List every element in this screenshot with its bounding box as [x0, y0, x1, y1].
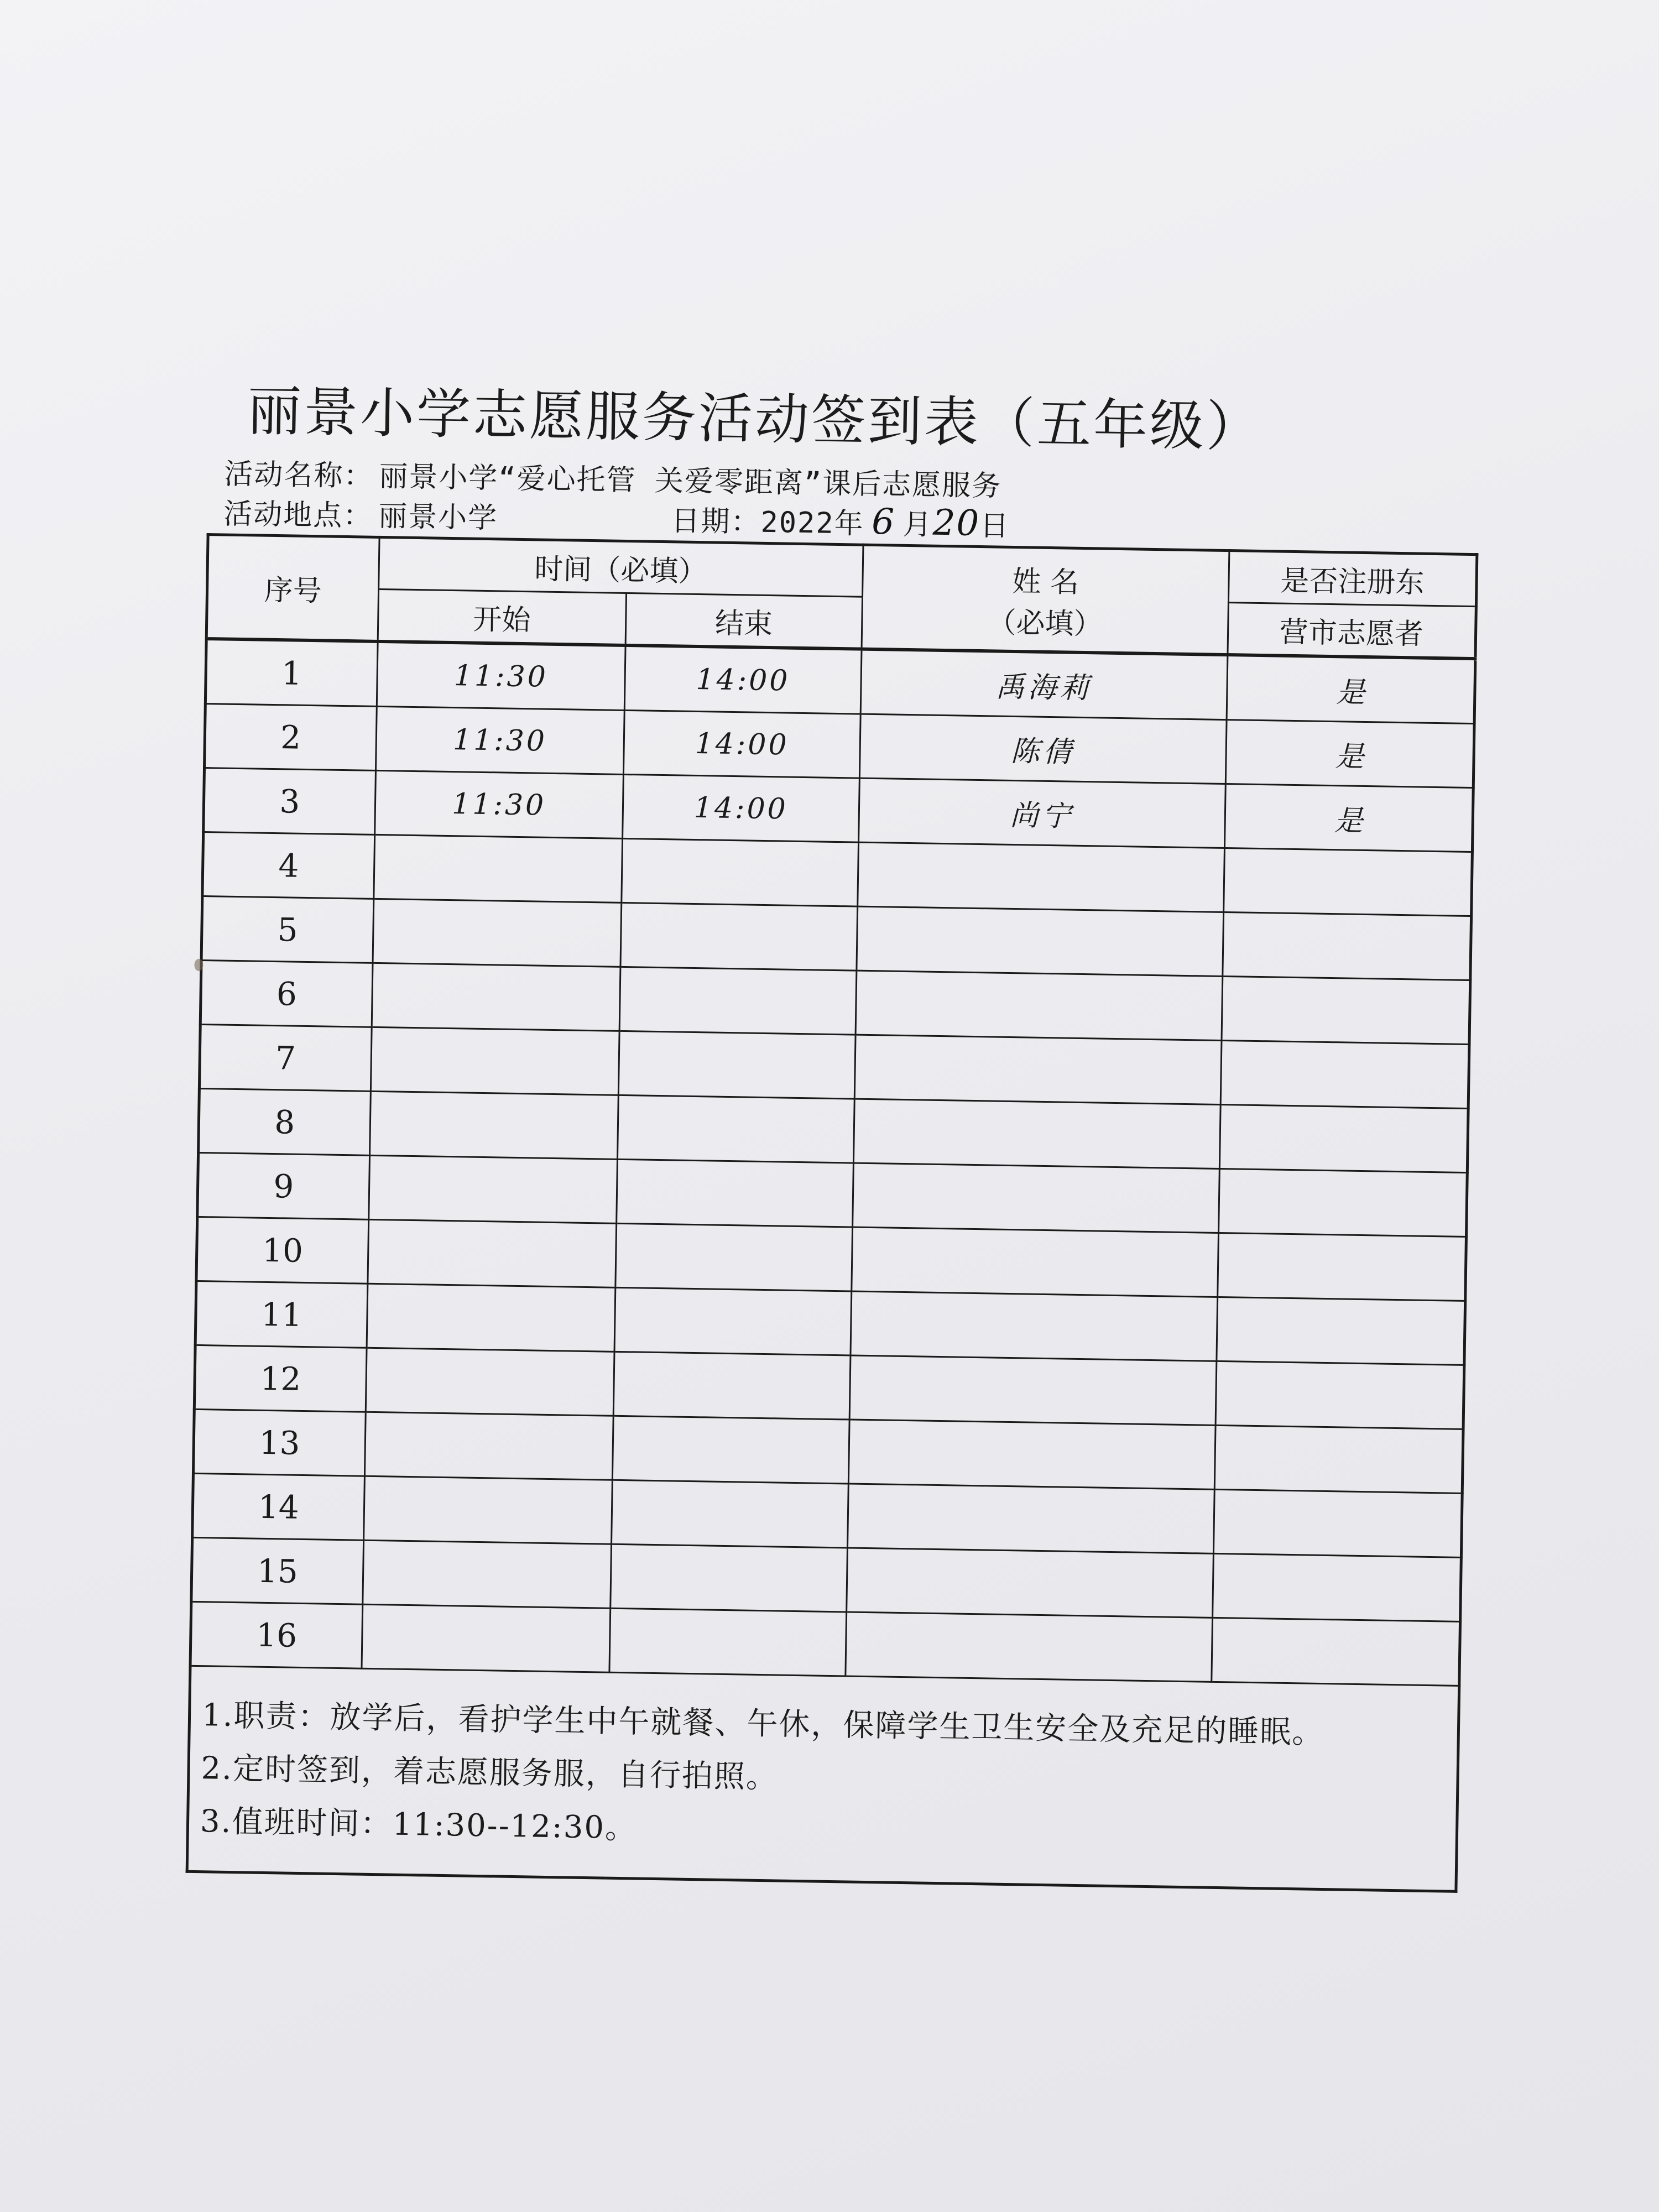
sign-in-sheet — [40, 310, 1582, 1992]
row-index: 11 — [195, 1281, 367, 1348]
row-end-time — [622, 838, 859, 906]
row-start-time — [371, 1027, 619, 1095]
note-1: 1.职责：放学后，看护学生中午就餐、午休，保障学生卫生安全及充足的睡眠。 — [201, 1697, 1324, 1751]
page-title: 丽景小学志愿服务活动签到表（五年级） — [247, 380, 1263, 459]
row-start-time — [372, 963, 620, 1031]
row-end-time — [615, 1223, 853, 1291]
row-start-time — [373, 834, 622, 902]
row-start-time — [367, 1219, 616, 1287]
header-end: 结束 — [625, 593, 862, 649]
row-volunteer-name — [853, 1099, 1220, 1168]
row-volunteer-name — [858, 842, 1225, 912]
row-registered — [1214, 1425, 1463, 1493]
row-index: 2 — [205, 704, 377, 771]
activity-name-value: 丽景小学“爱心托管 关爱零距离”课后志愿服务 — [378, 460, 1002, 503]
row-registered — [1215, 1361, 1464, 1429]
row-registered — [1213, 1489, 1462, 1557]
row-start-time — [366, 1348, 614, 1416]
row-index: 7 — [199, 1024, 371, 1091]
row-volunteer-name — [852, 1163, 1219, 1233]
row-start-time — [367, 1284, 615, 1352]
row-start-time — [363, 1476, 612, 1544]
row-end-time — [619, 967, 857, 1035]
row-index: 3 — [204, 768, 375, 835]
row-registered — [1217, 1233, 1466, 1301]
row-index: 5 — [201, 896, 373, 963]
row-volunteer-name — [847, 1548, 1214, 1618]
row-registered — [1211, 1618, 1460, 1686]
row-index: 8 — [199, 1088, 371, 1155]
row-volunteer-name — [857, 906, 1224, 976]
row-volunteer-name — [851, 1291, 1218, 1361]
header-name-required: （必填） — [987, 606, 1103, 641]
row-index: 12 — [194, 1345, 366, 1412]
row-index: 14 — [192, 1473, 364, 1540]
row-registered — [1219, 1104, 1468, 1172]
row-registered — [1222, 912, 1471, 980]
row-end-time — [617, 1159, 854, 1227]
notes-cell — [187, 1666, 1459, 1891]
activity-place-value: 丽景小学 — [378, 499, 498, 535]
header-registered-1: 是否注册东 — [1228, 551, 1477, 607]
row-registered: 是 — [1224, 784, 1473, 852]
activity-name-label: 活动名称： — [223, 457, 374, 493]
date-day-unit: 日 — [979, 509, 1010, 543]
row-end-time: 14:00 — [623, 710, 860, 778]
row-registered — [1223, 848, 1472, 916]
row-end-time — [617, 1095, 854, 1163]
row-end-time — [609, 1608, 847, 1676]
row-start-time — [368, 1155, 617, 1223]
row-volunteer-name — [846, 1612, 1213, 1682]
row-start-time: 11:30 — [375, 706, 624, 774]
notes-row — [187, 1666, 1459, 1891]
row-end-time — [613, 1352, 851, 1420]
row-start-time: 11:30 — [377, 641, 625, 711]
header-name-label: 姓 名 — [1011, 565, 1079, 599]
header-name — [862, 545, 1229, 655]
row-registered — [1218, 1168, 1467, 1237]
row-start-time: 11:30 — [374, 770, 623, 838]
date-month-unit: 月 — [902, 508, 933, 542]
row-start-time — [362, 1540, 611, 1608]
row-volunteer-name: 禹海莉 — [860, 649, 1228, 720]
row-end-time — [611, 1544, 848, 1612]
note-3: 3.值班时间：11:30--12:30。 — [200, 1803, 638, 1846]
row-volunteer-name — [849, 1355, 1217, 1425]
header-time: 时间（必填） — [378, 537, 863, 597]
row-end-time: 14:00 — [624, 645, 862, 714]
date-day-handwritten: 20 — [932, 502, 980, 544]
row-end-time — [620, 902, 858, 971]
sign-in-table — [186, 533, 1479, 1893]
date-month-handwritten: 6 — [871, 501, 896, 543]
row-index: 9 — [197, 1152, 369, 1219]
row-start-time — [373, 899, 622, 967]
row-start-time — [362, 1604, 611, 1672]
row-volunteer-name — [854, 1035, 1222, 1104]
row-start-time — [369, 1091, 618, 1159]
row-registered: 是 — [1225, 720, 1474, 788]
row-volunteer-name — [855, 971, 1223, 1040]
row-volunteer-name — [847, 1484, 1214, 1553]
row-volunteer-name — [852, 1227, 1219, 1297]
row-end-time — [611, 1480, 848, 1548]
row-index: 13 — [193, 1409, 365, 1476]
row-index: 4 — [202, 832, 374, 899]
row-end-time: 14:00 — [622, 774, 859, 842]
date-label: 日期：2022年 — [671, 504, 865, 541]
row-end-time — [618, 1031, 855, 1099]
row-index: 15 — [191, 1537, 363, 1604]
header-index: 序号 — [206, 535, 379, 641]
row-start-time — [364, 1412, 613, 1480]
row-registered: 是 — [1227, 655, 1475, 724]
row-registered — [1220, 1040, 1469, 1108]
row-volunteer-name — [848, 1420, 1215, 1489]
row-index: 6 — [200, 960, 372, 1027]
row-index: 16 — [190, 1601, 362, 1668]
activity-place-label: 活动地点： — [223, 497, 373, 533]
row-end-time — [612, 1416, 849, 1484]
row-index: 1 — [205, 639, 377, 706]
row-registered — [1222, 976, 1470, 1044]
row-registered — [1217, 1297, 1465, 1365]
header-registered-2: 营市志愿者 — [1228, 603, 1477, 659]
row-index: 10 — [196, 1217, 368, 1284]
row-end-time — [614, 1287, 852, 1355]
row-registered — [1212, 1553, 1461, 1621]
row-volunteer-name: 尚宁 — [858, 778, 1225, 848]
note-2: 2.定时签到，着志愿服务服，自行拍照。 — [201, 1750, 779, 1796]
header-start: 开始 — [378, 589, 627, 645]
row-volunteer-name: 陈倩 — [859, 714, 1227, 784]
